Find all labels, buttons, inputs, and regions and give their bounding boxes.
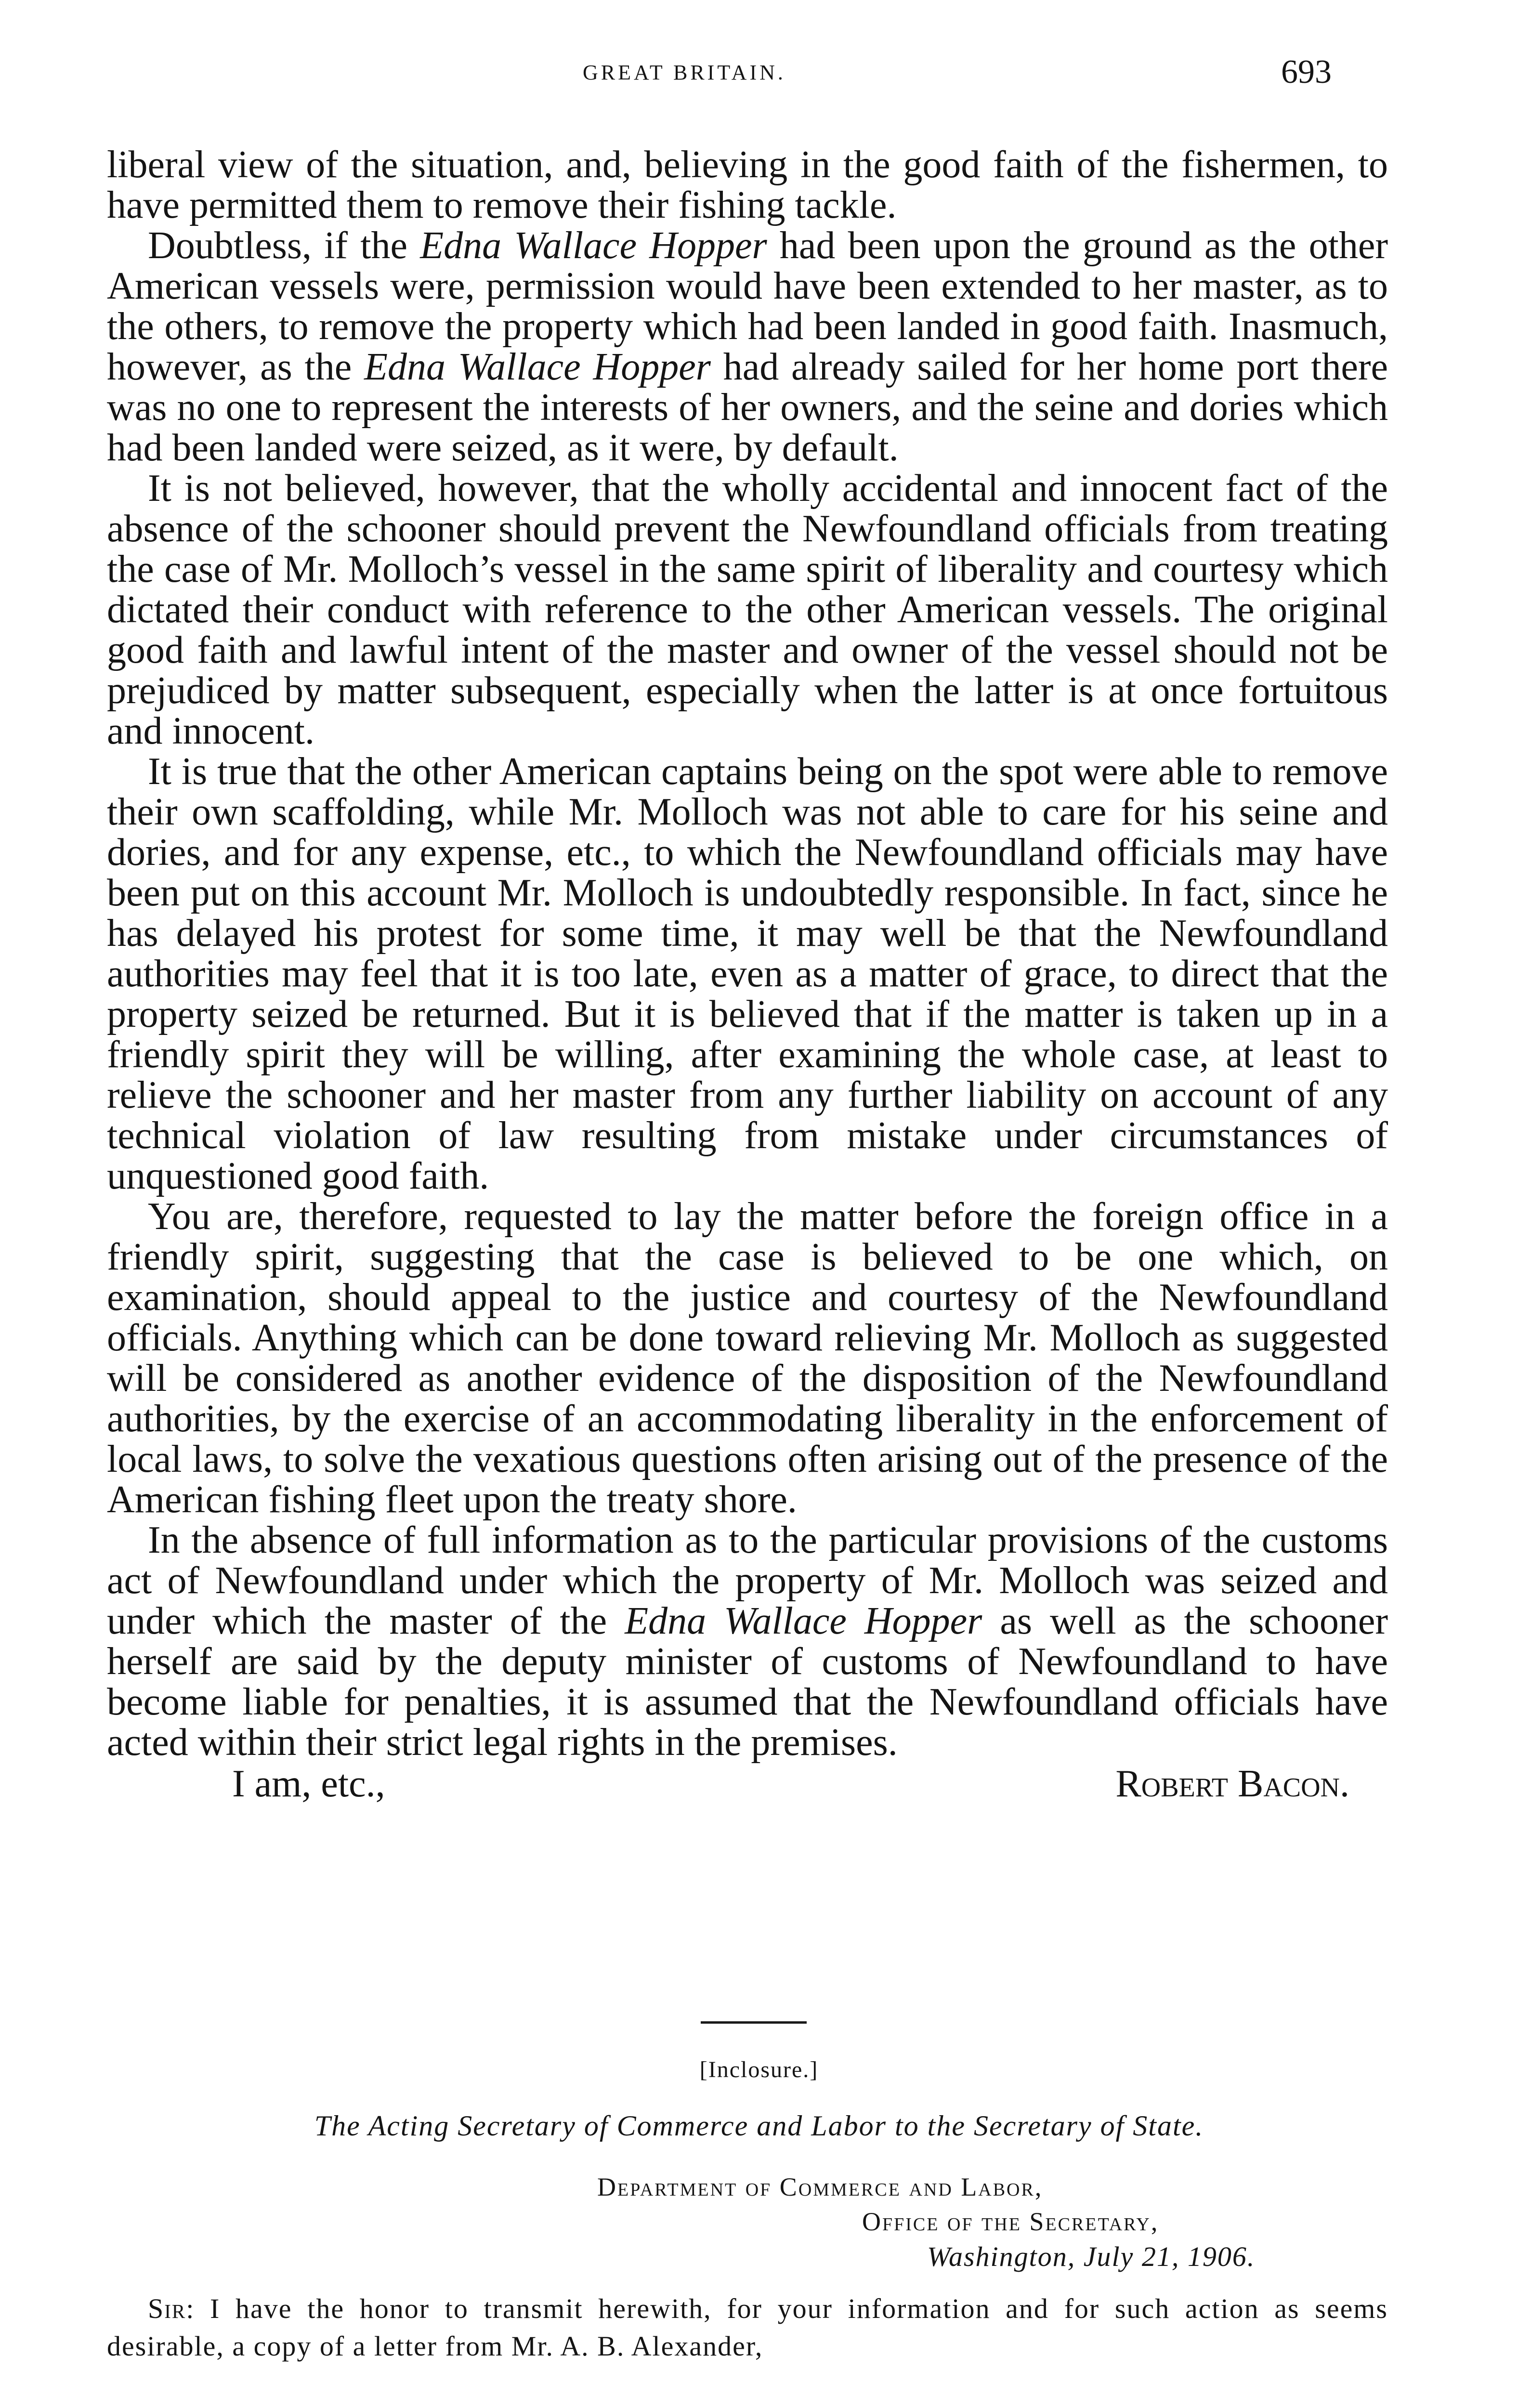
paragraph-text: had been upon the ground as the other American vessels were, permission would have been extended to her master, as to the others, to remove the property which had been landed in good faith. Inasmuch, however, as the — [107, 224, 1388, 388]
closing-row — [107, 1764, 1388, 1804]
page-number: 693 — [1281, 53, 1332, 91]
paragraph-text: liberal view of the situation, and, believing in the good faith of the fishermen, to have permitted them to remove their fishing tackle. — [107, 144, 1388, 226]
inclosure-paragraph — [107, 2290, 1388, 2365]
address-line-department: Department of Commerce and Labor, — [597, 2172, 1043, 2201]
paragraph-text: You are, therefore, requested to lay the matter before the foreign office in a friendly spirit, suggesting that the case is believed to be one which, on examination, should appeal to the justice and courtesy of the Newfoundland officials. Anything which can be done toward relieving Mr. Molloch as suggested will be considered as another evidence of the disposition of the Newfoundland authorities, by the exercise of an accommodating liberality in the enforcement of local laws, to solve the vexatious questions often arising out of the presence of the American fishing fleet upon the treaty shore. — [107, 1195, 1388, 1521]
vessel-name: Edna Wallace Hopper — [625, 1600, 982, 1642]
paragraph — [107, 1520, 1388, 1763]
paragraph-text: It is not believed, however, that the wholly accidental and innocent fact of the absence of the schooner should prevent the Newfoundland officials from treating the case of Mr. Molloch’s vessel in the same spirit of liberality and courtesy which dictated their conduct with reference to the other American vessels. The original good faith and lawful intent of the master and owner of the vessel should not be prejudiced by matter subsequent, especially when the latter is at once fortuitous and innocent. — [107, 467, 1388, 752]
paragraph — [107, 751, 1388, 1196]
inclosure-text: I have the honor to transmit herewith, for your information and for such action as seems desirable, a copy of a letter from Mr. A. B. Alexander, — [107, 2293, 1388, 2362]
paragraph-text: had already sailed for her home port there was no one to represent the interests of her owners, and the seine and dories which had been landed were seized, as it were, by default. — [107, 346, 1388, 469]
signature: Robert Bacon. — [1115, 1763, 1349, 1805]
vessel-name: Edna Wallace Hopper — [420, 224, 767, 267]
salutation: Sir: — [148, 2293, 195, 2324]
closing: I am, etc., — [232, 1763, 385, 1805]
divider-rule — [701, 2021, 807, 2024]
letter-body — [107, 144, 1388, 1804]
paragraph-text: as well as the schooner herself are said by the deputy minister of customs of Newfoundland to have become liable for penalties, it is assumed that the Newfoundland officials have acted within their strict legal rights in the premises. — [107, 1600, 1388, 1764]
inclosure-label: [Inclosure.] — [699, 2057, 819, 2082]
vessel-name: Edna Wallace Hopper — [364, 346, 711, 388]
paragraph — [107, 468, 1388, 751]
running-head: GREAT BRITAIN. — [583, 61, 786, 84]
inclosure-title: The Acting Secretary of Commerce and Labor to the Secretary of State. — [314, 2110, 1204, 2142]
paragraph-text: It is true that the other American captains being on the spot were able to remove their own scaffolding, while Mr. Molloch was not able to care for his seine and dories, and for any expense, etc., to which the Newfoundland officials may have been put on this account Mr. Molloch is undoubtedly responsible. In fact, since he has delayed his protest for some time, it may well be that the Newfoundland authorities may feel that it is too late, even as a matter of grace, to direct that the property seized be returned. But it is believed that if the matter is taken up in a friendly spirit they will be willing, after examining the whole case, at least to relieve the schooner and her master from any further liability on account of any technical violation of law resulting from mistake under circumstances of unquestioned good faith. — [107, 750, 1388, 1197]
letter-date: Washington, July 21, 1906. — [927, 2241, 1256, 2272]
paragraph — [107, 144, 1388, 225]
paragraph-text: In the absence of full information as to the particular provisions of the customs act of Newfoundland under which the property of Mr. Molloch was seized and under which the master of the — [107, 1519, 1388, 1642]
paragraph-text: Doubtless, if the — [148, 224, 420, 267]
paragraph — [107, 225, 1388, 468]
paragraph — [107, 1196, 1388, 1520]
address-line-office: Office of the Secretary, — [862, 2207, 1159, 2236]
